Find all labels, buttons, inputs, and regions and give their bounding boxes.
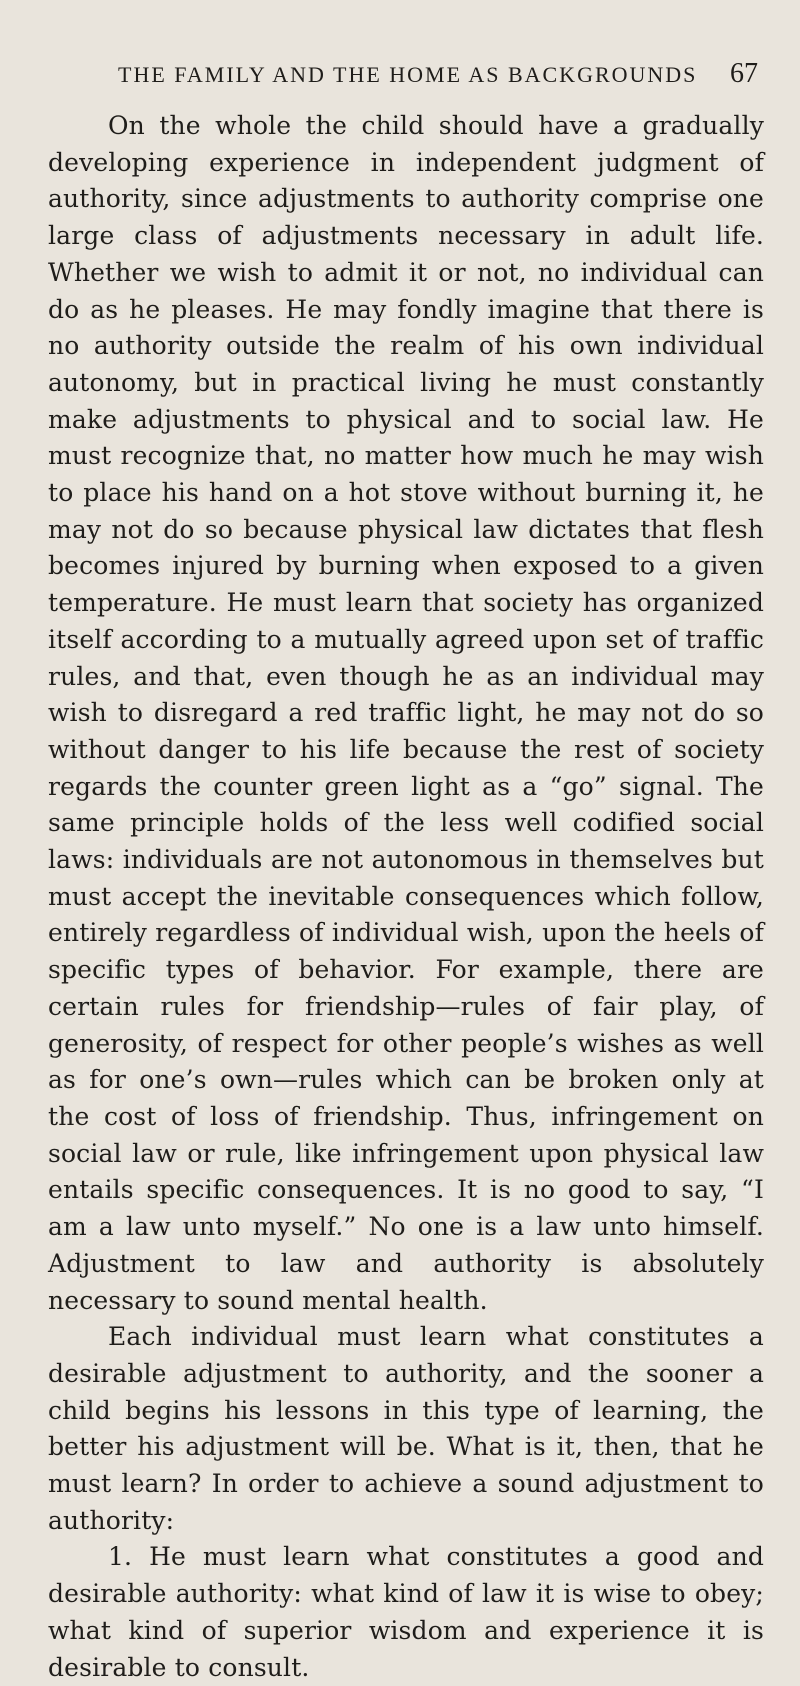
running-head bbox=[118, 60, 758, 88]
paragraph-learning-adjustment: Each individual must learn what constitutes a desirable adjustment to authority, and the sooner a child begins his lessons in this type of learning, the better his adjustment will be. What is it, then, that he must learn? In order to achieve a sound adjustment to authority: bbox=[48, 1322, 764, 1535]
running-title: THE FAMILY AND THE HOME AS BACKGROUNDS bbox=[118, 62, 698, 87]
page-number: 67 bbox=[730, 58, 758, 89]
body-text bbox=[48, 108, 764, 1686]
paragraph-authority-adjustment: On the whole the child should have a gradually developing experience in independent judgment of authority, since adjustments to authority comprise one large class of adjustments necessary in adult life. Whether we wish to admit it or not, no individual can do as he pleases. He may fondly imagine that there is no authority outside the realm of his own individual autonomy, but in practical living he must constantly make adjustments to physical and to social law. He must recognize that, no matter how much he may wish to place his hand on a hot stove without burning it, he may not do so because physical law dictates that flesh becomes injured by burning when exposed to a given temperature. He must learn that society has organized itself according to a mutually agreed upon set of traffic rules, and that, even though he as an individual may wish to disregard a red traffic light, he may not do so without danger to his life because the rest of society regards the counter green light as a “go” signal. The same principle holds of the less well codified social laws: individuals are not autonomous in themselves but must accept the inevitable consequences which follow, entirely regardless of individual wish, upon the heels of specific types of behavior. For example, there are certain rules for friendship—rules of fair play, of generosity, of respect for other people’s wishes as well as for one’s own—rules which can be broken only at the cost of loss of friendship. Thus, infringement on social law or rule, like infringement upon physical law entails specific consequences. It is no good to say, “I am a law unto myself.” No one is a law unto himself. Adjustment to law and authority is absolutely necessary to sound mental health. bbox=[48, 111, 764, 1315]
paragraph-numbered-point-1: 1. He must learn what constitutes a good and desirable authority: what kind of law it is wise to obey; what kind of superior wisdom and experience it is desirable to consult. bbox=[48, 1542, 764, 1682]
